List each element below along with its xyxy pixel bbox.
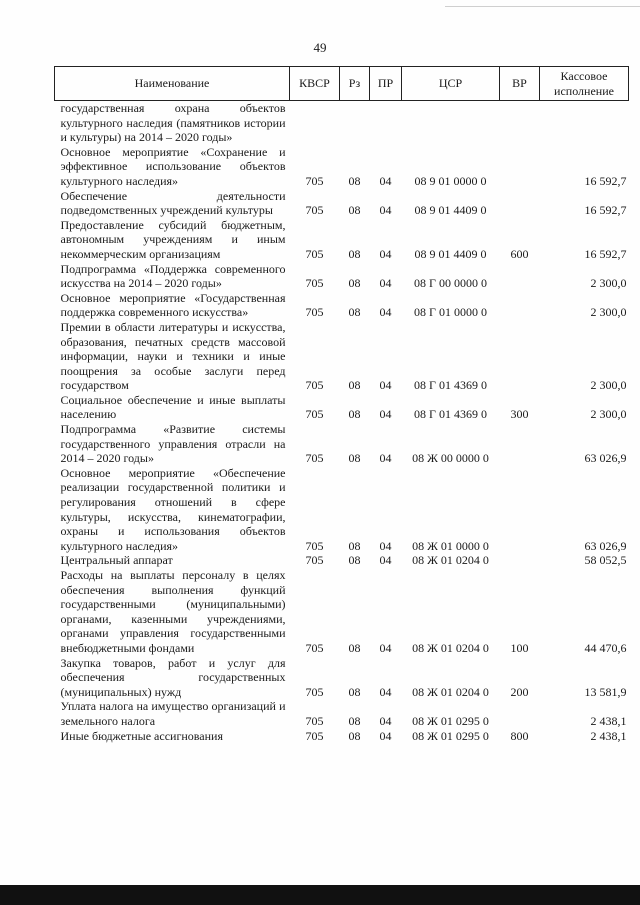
table-row: [55, 553, 629, 568]
cell-name: Премии в области литературы и искусства, образования, печатных средств массовой информации, науки и техники и иные поощрения за особые заслуги перед государством: [60, 319, 286, 393]
cell-kvsr: [290, 101, 340, 145]
cell-vr: [500, 145, 540, 189]
cell-csr: 08 Г 00 0000 0: [414, 276, 487, 291]
cell-rz: 08: [348, 203, 361, 218]
cell-name: Предоставление субсидий бюджетным, автономным учреждениям и иным некоммерческим организациям: [60, 217, 286, 261]
cell-rz: 08: [348, 276, 361, 291]
budget-table: [54, 66, 629, 743]
table-row: [55, 262, 629, 291]
cell-name: Подпрограмма «Поддержка современного искусства на 2014 – 2020 годы»: [60, 261, 286, 291]
header-pr: ПР: [370, 67, 402, 101]
cell-vr: 600: [510, 246, 529, 261]
table-row: [55, 393, 629, 422]
cell-rz: 08: [348, 305, 361, 320]
cell-amount: 63 026,9: [584, 451, 627, 466]
cell-amount: 16 592,7: [584, 173, 627, 188]
cell-kvsr: 705: [305, 203, 324, 218]
cell-csr: 08 Г 01 4369 0: [414, 378, 487, 393]
cell-pr: 04: [379, 640, 392, 655]
table-body: [55, 101, 629, 744]
cell-csr: 08 Ж 00 0000 0: [412, 451, 489, 466]
cell-pr: 04: [379, 538, 392, 553]
cell-pr: 04: [379, 553, 392, 568]
header-kvsr: КВСР: [290, 67, 340, 101]
cell-amount: 58 052,5: [584, 553, 627, 568]
cell-kvsr: 705: [305, 173, 324, 188]
table-row: [55, 101, 629, 145]
scan-artifact-line: [445, 6, 640, 7]
cell-pr: 04: [379, 451, 392, 466]
cell-amount: 2 438,1: [590, 728, 627, 743]
table-row: [55, 466, 629, 554]
cell-rz: 08: [348, 640, 361, 655]
cell-csr: 08 9 01 0000 0: [414, 173, 487, 188]
table-row: [55, 699, 629, 728]
header-amount: Кассовое исполнение: [540, 67, 629, 101]
cell-name: Основное мероприятие «Государственная поддержка современного искусства»: [60, 290, 286, 320]
cell-csr: 08 Ж 01 0000 0: [412, 538, 489, 553]
cell-amount: 13 581,9: [584, 684, 627, 699]
cell-kvsr: 705: [305, 451, 324, 466]
cell-rz: 08: [348, 378, 361, 393]
cell-kvsr: 705: [305, 276, 324, 291]
cell-name: Центральный аппарат: [60, 553, 173, 568]
cell-vr: [500, 699, 540, 728]
cell-name: Основное мероприятие «Обеспечение реализации государственной политики и регулирования отношений в сфере культуры, искусства, кинематографии, охраны и использования объектов культурного наследия»: [60, 465, 286, 553]
cell-name: Расходы на выплаты персоналу в целях обеспечения выполнения функций государственными (муниципальными) органами, казенными учреждениями, органами управления государственными внебюджетными фондами: [60, 568, 286, 655]
table-row: [55, 729, 629, 744]
cell-rz: 08: [348, 538, 361, 553]
cell-pr: 04: [379, 407, 392, 422]
cell-vr: [500, 553, 540, 568]
table-header: [55, 67, 629, 101]
cell-amount: 2 300,0: [590, 276, 627, 291]
cell-kvsr: 705: [305, 713, 324, 728]
cell-csr: 08 Ж 01 0204 0: [412, 640, 489, 655]
cell-rz: 08: [348, 728, 361, 743]
cell-vr: [500, 320, 540, 393]
table-row: [55, 145, 629, 189]
cell-csr: 08 Ж 01 0204 0: [412, 553, 489, 568]
cell-vr: [500, 262, 540, 291]
scan-bottom-edge: [0, 885, 640, 905]
cell-kvsr: 705: [305, 553, 324, 568]
cell-vr: [500, 101, 540, 145]
cell-rz: 08: [348, 451, 361, 466]
cell-amount: 2 300,0: [590, 407, 627, 422]
cell-csr: 08 Ж 01 0295 0: [412, 728, 489, 743]
table-row: [55, 291, 629, 320]
cell-csr: 08 Г 01 4369 0: [414, 407, 487, 422]
cell-vr: [500, 189, 540, 218]
cell-kvsr: 705: [305, 246, 324, 261]
cell-kvsr: 705: [305, 640, 324, 655]
table-row: [55, 568, 629, 656]
cell-name: Основное мероприятие «Сохранение и эффективное использование объектов культурного наследия»: [60, 144, 286, 188]
cell-name: государственная охрана объектов культурного наследия (памятников истории и культуры) на 2014 – 2020 годы»: [60, 101, 286, 145]
header-csr: ЦСР: [402, 67, 500, 101]
header-vr: ВР: [500, 67, 540, 101]
cell-amount: 44 470,6: [584, 640, 627, 655]
cell-rz: 08: [348, 684, 361, 699]
cell-pr: 04: [379, 728, 392, 743]
cell-rz: 08: [348, 173, 361, 188]
cell-rz: 08: [348, 246, 361, 261]
cell-kvsr: 705: [305, 305, 324, 320]
cell-amount: 2 300,0: [590, 378, 627, 393]
cell-vr: 300: [510, 407, 529, 422]
cell-pr: 04: [379, 203, 392, 218]
cell-vr: 200: [510, 684, 529, 699]
cell-amount: 16 592,7: [584, 246, 627, 261]
cell-pr: 04: [379, 305, 392, 320]
cell-pr: 04: [379, 713, 392, 728]
cell-vr: [500, 291, 540, 320]
cell-rz: 08: [348, 713, 361, 728]
cell-pr: 04: [379, 378, 392, 393]
cell-csr: 08 9 01 4409 0: [414, 203, 487, 218]
table-row: [55, 320, 629, 393]
cell-kvsr: 705: [305, 378, 324, 393]
cell-vr: [500, 466, 540, 554]
cell-vr: 100: [510, 640, 529, 655]
page-number: 49: [313, 40, 327, 55]
cell-pr: 04: [379, 173, 392, 188]
cell-pr: 04: [379, 276, 392, 291]
cell-amount: 2 300,0: [590, 305, 627, 320]
cell-pr: 04: [379, 684, 392, 699]
cell-rz: [340, 101, 370, 145]
cell-pr: [370, 101, 402, 145]
cell-csr: 08 9 01 4409 0: [414, 246, 487, 261]
cell-name: Иные бюджетные ассигнования: [60, 728, 223, 743]
cell-csr: 08 Ж 01 0204 0: [412, 684, 489, 699]
cell-pr: 04: [379, 246, 392, 261]
cell-vr: 800: [510, 728, 529, 743]
cell-name: Подпрограмма «Развитие системы государственного управления отрасли на 2014 – 2020 годы»: [60, 422, 286, 466]
cell-amount: 2 438,1: [590, 713, 627, 728]
table-row: [55, 218, 629, 262]
cell-name: Закупка товаров, работ и услуг для обеспечения государственных (муниципальных) нужд: [60, 655, 286, 699]
header-name: Наименование: [55, 67, 290, 101]
cell-csr: [402, 101, 500, 145]
cell-kvsr: 705: [305, 407, 324, 422]
cell-rz: 08: [348, 553, 361, 568]
cell-name: Обеспечение деятельности подведомственных учреждений культуры: [60, 188, 286, 218]
cell-name: Уплата налога на имущество организаций и земельного налога: [60, 699, 286, 728]
table-row: [55, 189, 629, 218]
cell-vr: [500, 422, 540, 466]
cell-kvsr: 705: [305, 538, 324, 553]
cell-rz: 08: [348, 407, 361, 422]
cell-amount: [540, 101, 629, 145]
cell-name: Социальное обеспечение и иные выплаты населению: [60, 392, 286, 422]
table-row: [55, 422, 629, 466]
cell-amount: 63 026,9: [584, 538, 627, 553]
table-row: [55, 656, 629, 700]
cell-csr: 08 Ж 01 0295 0: [412, 713, 489, 728]
cell-csr: 08 Г 01 0000 0: [414, 305, 487, 320]
header-rz: Рз: [340, 67, 370, 101]
cell-amount: 16 592,7: [584, 203, 627, 218]
cell-kvsr: 705: [305, 728, 324, 743]
cell-kvsr: 705: [305, 684, 324, 699]
